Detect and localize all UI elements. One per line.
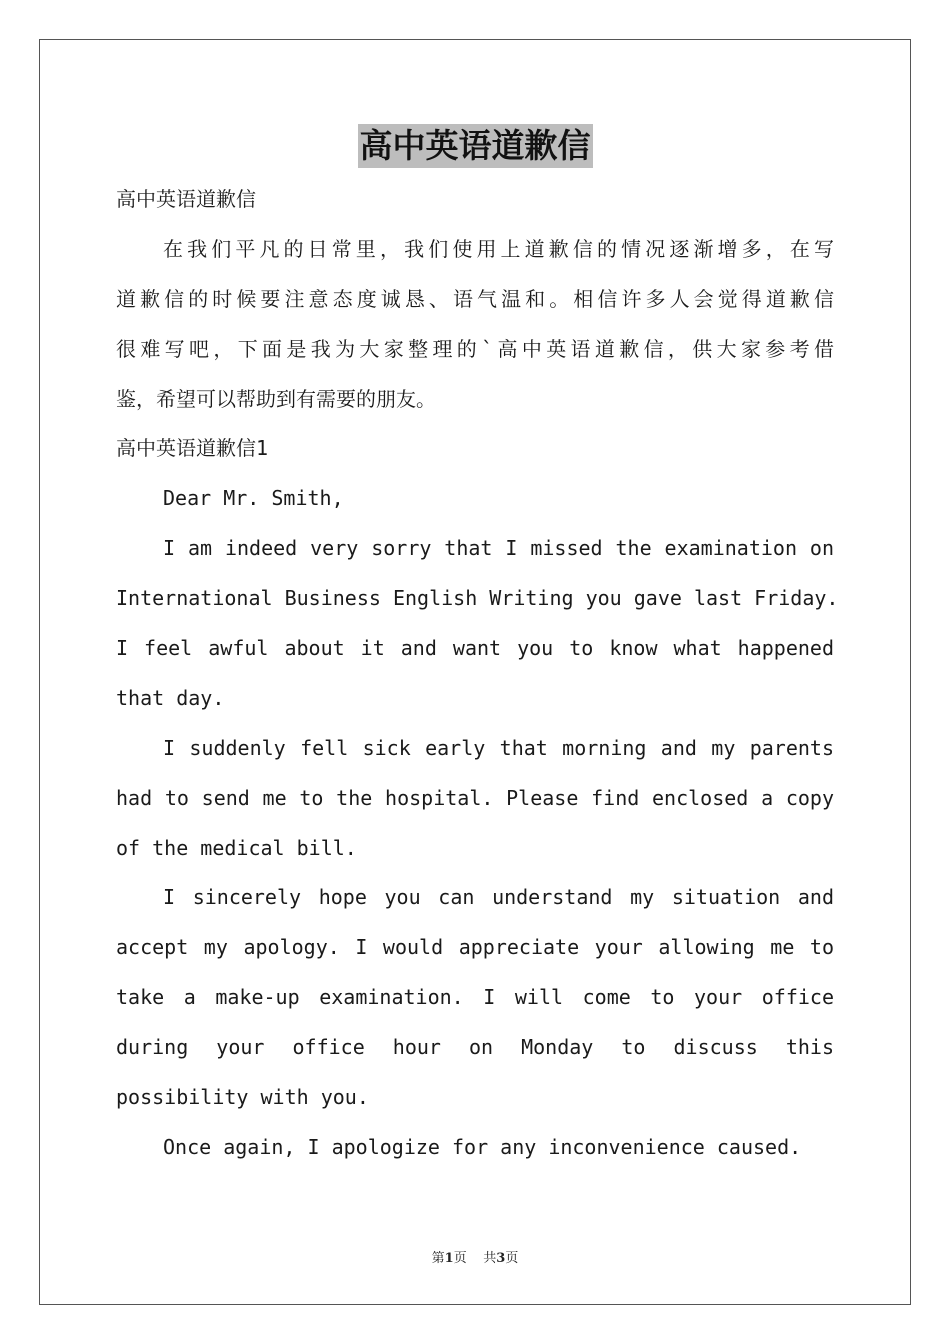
document-title: 高中英语道歉信 xyxy=(358,124,593,168)
paragraph-line: possibility with you. xyxy=(116,1085,369,1110)
page-footer xyxy=(0,1247,950,1266)
page-suffix: 页 xyxy=(453,1251,467,1266)
section-heading: 高中英语道歉信1 xyxy=(116,436,269,461)
paragraph-line: take a make-up examination. I will come to your office xyxy=(116,985,834,1010)
total-prefix: 共 xyxy=(483,1251,497,1266)
subtitle: 高中英语道歉信 xyxy=(116,187,256,211)
paragraph-line: I sincerely hope you can understand my situation and xyxy=(163,885,834,910)
paragraph-line: that day. xyxy=(116,685,225,710)
total-pages: 3 xyxy=(496,1251,506,1266)
salutation: Dear Mr. Smith, xyxy=(163,486,344,511)
intro-line: 很难写吧，下面是我为大家整理的`高中英语道歉信，供大家参考借 xyxy=(116,336,834,361)
page-number: 1 xyxy=(444,1251,454,1266)
paragraph-line: of the medical bill. xyxy=(116,835,357,860)
intro-line: 在我们平凡的日常里，我们使用上道歉信的情况逐渐增多，在写 xyxy=(163,236,834,261)
title-container xyxy=(0,124,950,168)
paragraph-line: I feel awful about it and want you to know what happened xyxy=(116,636,834,661)
paragraph-line: had to send me to the hospital. Please find enclosed a copy xyxy=(116,785,834,810)
closing-line: Once again, I apologize for any inconvenience caused. xyxy=(163,1134,802,1159)
document-body xyxy=(116,175,839,1173)
paragraph-line: accept my apology. I would appreciate your allowing me to xyxy=(116,935,834,960)
total-suffix: 页 xyxy=(505,1251,519,1266)
paragraph-line: during your office hour on Monday to discuss this xyxy=(116,1035,834,1060)
paragraph-line: I suddenly fell sick early that morning and my parents xyxy=(163,735,834,760)
paragraph-line: I am indeed very sorry that I missed the examination on xyxy=(163,536,834,561)
intro-line: 道歉信的时候要注意态度诚恳、语气温和。相信许多人会觉得道歉信 xyxy=(116,286,834,311)
paragraph-line: International Business English Writing you gave last Friday. xyxy=(116,586,839,611)
intro-line: 鉴，希望可以帮助到有需要的朋友。 xyxy=(116,386,436,411)
page-prefix: 第 xyxy=(431,1251,445,1266)
